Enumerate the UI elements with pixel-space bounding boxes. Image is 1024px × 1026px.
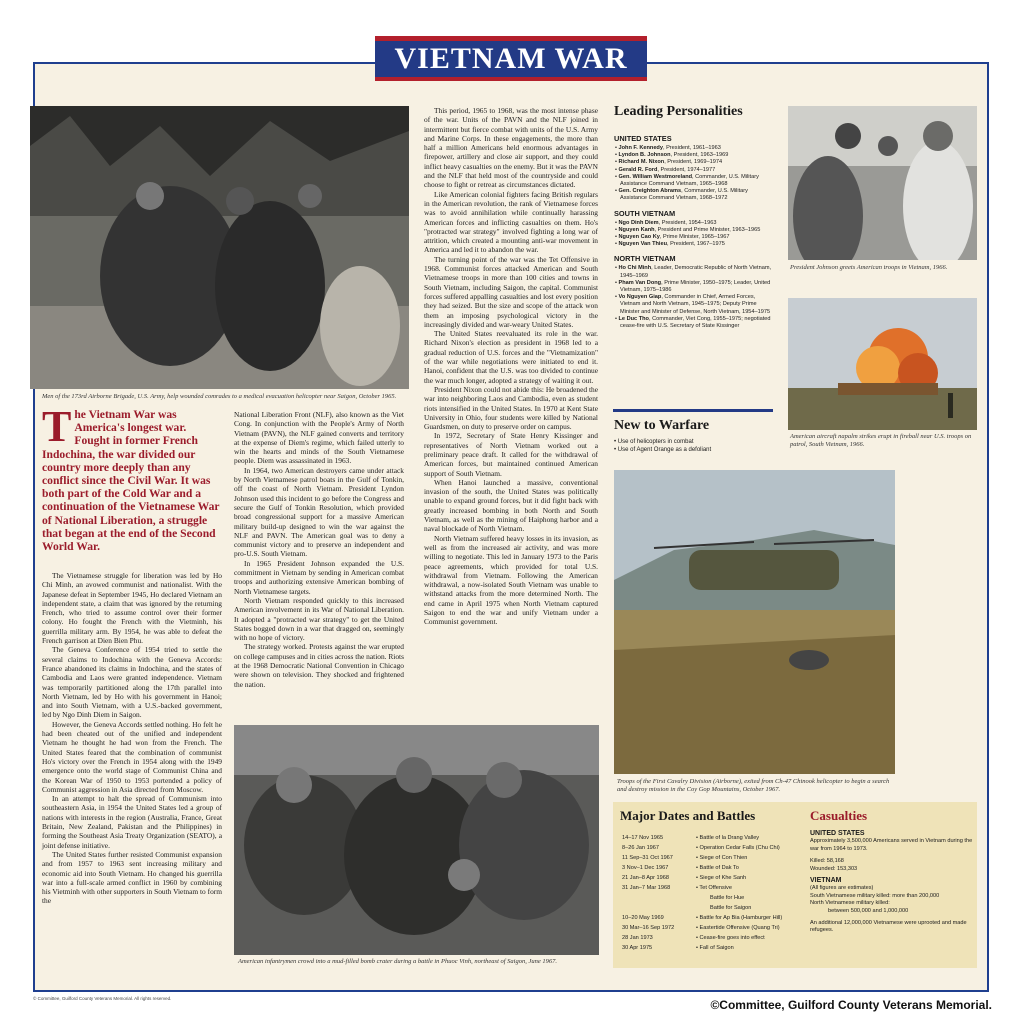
paragraph: In 1964, two American destroyers came under attack by North Vietnamese patrol boats in the Gulf of Tonkin, off the coast of North Vietnam. President Lyndon Johnson used this incident to go before the Congress and secure the Gulf of Tonkin Resolution, which provided broad congressional support for a massive American military build-up designed to win the war against the NLF and PAVN. The American goal was to deny a communist victory and to preserve an independent and pro-U.S. South Vietnam. (234, 465, 404, 559)
paragraph: When Hanoi launched a massive, conventional invasion of the south, the United States was politically unable to expand ground forces, but it did fight back with greatly increased bombing in both North and South Vietnam, as well as the mining of Haiphong harbor and a naval blockade of North Vietnam. (424, 477, 598, 534)
paragraph: The Geneva Conference of 1954 tried to settle the several claims to Indochina with the Geneva Accords: France abandoned its claims in Indochina, and the states of Cambodia and Laos were granted independence. Vietnam was temporarily partitioned along the 17th parallel into North Vietnam, led by Ho with his government in Hanoi; and into South Vietnam, with a U.S.-backed government, led by Ngo Dinh Diem in Saigon. (42, 645, 222, 720)
page-title: VIETNAM WAR (375, 41, 647, 77)
lead-text: he Vietnam War was America's longest war. Fought in former French Indochina, the war divided our country more deeply than any conflict since the Civil War. It was both part of the Cold War and a continuation of the Vietnamese War of National Liberation, a struggle that began at the end of the Second World War. (42, 408, 220, 554)
person-entry: • Vo Nguyen Giap, Commander in Chief, Armed Forces, Vietnam and North Vietnam, 1945–1975; Deputy Prime Minister and Minister of Defense, North Vietnam, 1954–1975 (615, 294, 771, 315)
article-column-2 (234, 410, 404, 689)
paragraph: President Nixon could not abide this: He broadened the war into neighboring Laos and Cambodia, even as student riots intensified in the United States. In 1970 at Kent State University in Ohio, four students were killed by National Guardsmen, on duty to preserve order on campus. (424, 384, 598, 432)
paragraph: The Vietnamese struggle for liberation was led by Ho Chi Minh, an avowed communist and nationalist. With the Japanese defeat in September 1945, Ho declared Vietnam an independent state, a claim that was ignored by the returning French, who tried to assume control over their former colony. Ho fought the French with the Vietminh, his guerrilla military arm. By 1954, he was able to defeat the French garrison at Dien Bien Phu. (42, 571, 222, 646)
dates-table (620, 832, 784, 954)
table-row: 28 Jan 1973 • Cease-fire goes into effect (622, 935, 765, 941)
caption-airborne: Men of the 173rd Airborne Brigade, U.S. Army, help wounded comrades to a medical evacuation helicopter near Saigon, October 1965. (42, 393, 397, 400)
paragraph: This period, 1965 to 1968, was the most intense phase of the war. Units of the PAVN and the NLF joined in intermittent but fierce combat with units of the U.S. Army and Marine Corps. In these engagements, the more than half a million Americans held enormous advantages in firepower, artillery and close air support, and they could inflict heavy casualties on the enemy. But it was the PAVN and the NLF that held most of the countryside and could choose to fight or retreat as circumstances dictated. (424, 106, 598, 190)
photo-airborne (30, 106, 409, 389)
personalities-panel (614, 104, 774, 330)
casualties-body (810, 826, 975, 935)
paragraph: North Vietnam suffered heavy losses in its invasion, as well as from the increased air activity, and was more willing to negotiate. This led in January 1973 to the Paris peace agreements, which provided for total U.S. withdrawal from Vietnam. Following the American withdrawal, a now-isolated South Vietnam was unable to withstand attacks from the more determined North. The end came in April 1975 when North Vietnam captured Saigon to end the war and unify Vietnam under a Communist government. (424, 533, 598, 627)
casualties-text: An additional 12,000,000 Vietnamese were uprooted and made refugees. (810, 920, 967, 934)
article-column-1 (42, 571, 222, 906)
person-entry: • Ngo Dinh Diem, President, 1954–1963 (615, 219, 717, 226)
personalities-title: Leading Personalities (614, 104, 743, 119)
paragraph: The strategy worked. Protests against the war erupted on college campuses and in cities across the nation. Riots at the 1968 Democratic National Convention in Chicago were shown on television. They shocked and frightened the nation. (234, 642, 404, 689)
paragraph: However, the Geneva Accords settled nothing. Ho felt he had been cheated out of the unified and independent Vietnam he thought he had won from the French. The United States feared that the combination of communist Ho's victory over the French in 1954 along with the 1949 emergence onto the world stage of Communist China and the Korean War of 1950 to 1953 portended a policy of Communist aggression in Asia directed from Moscow. (42, 719, 222, 794)
list-item: • Use of helicopters in combat (614, 439, 694, 445)
casualties-text: Approximately 3,500,000 Americans served in Vietnam during the war from 1964 to 1973. (810, 838, 973, 852)
casualties-text: South Vietnamese military killed: more than 200,000 (810, 892, 940, 899)
casualties-text: North Vietnamese military killed: (810, 900, 890, 907)
group-title: UNITED STATES (614, 134, 672, 143)
warfare-rule (613, 409, 773, 412)
casualties-text: (All figures are estimates) (810, 885, 874, 892)
group-title: SOUTH VIETNAM (614, 208, 676, 218)
table-row: 30 Mar–16 Sep 1972 • Eastertide Offensive (Quang Tri) (622, 925, 780, 931)
dates-title: Major Dates and Battles (620, 808, 756, 823)
photo-napalm (788, 298, 977, 430)
warfare-title: New to Warfare (614, 418, 710, 433)
photo-infantry (234, 725, 599, 955)
person-entry: • Nguyen Kanh, President and Prime Minister, 1963–1965 (615, 226, 761, 233)
table-row: 10–20 May 1969 • Battle for Ap Bia (Hamburger Hill) (622, 915, 783, 921)
paragraph: In an attempt to halt the spread of Communism into southeastern Asia, in 1954 the United States led a group of nations with interests in the region (Australia, France, Great Britain, New Zealand, Pakistan and the Philippines) in forming the Southeast Asia Treaty Organization (SEATO), a joint defense initiative. (42, 794, 222, 850)
photo-johnson (788, 106, 977, 260)
table-row: 3 Nov–1 Dec 1967 • Battle of Dak To (622, 865, 739, 871)
casualties-text: Killed: 58,168 (810, 858, 844, 865)
table-row: Battle for Hue (710, 895, 745, 901)
person-entry: • Ho Chi Minh, Leader, Democratic Republic of North Vietnam, 1945–1969 (615, 265, 772, 279)
warfare-panel (614, 418, 774, 454)
paragraph: The United States further resisted Communist expansion and from 1957 to 1963 sent increasing military and economic aid into South Vietnam. Ho changed his guerrilla war into a full-scale armed conflict in 1960 by combining his Vietminh with other supporters in South Vietnam to form the (42, 849, 222, 906)
table-row: 8–26 Jan 1967 • Operation Cedar Falls (Chu Chi) (622, 845, 780, 851)
person-entry: • Le Duc Tho, Commander, Viet Cong, 1955–1975; negotiated cease-fire with U.S. Secretary of State Kissinger (615, 315, 771, 330)
casualties-text: Wounded: 153,303 (810, 865, 858, 872)
caption-napalm: American aircraft napalm strikes erupt in fireball near U.S. troops on patrol, South Vietnam, 1966. (790, 433, 972, 448)
table-row: 31 Jan–7 Mar 1968 • Tet Offensive (622, 885, 732, 891)
paragraph: North Vietnam responded quickly to this increased American involvement in its War of National Liberation. It adopted a "protracted war strategy" to get the United States bogged down in a war that dragged on, seemingly with no hope of victory. (234, 595, 404, 643)
caption-johnson: President Johnson greets American troops in Vietnam, 1966. (790, 264, 948, 271)
person-entry: • Lyndon B. Johnson, President, 1963–1969 (615, 152, 729, 159)
caption-infantry: American infantrymen crowd into a mud-filled bomb crater during a battle in Phuoc Vinh, northeast of Saigon, June 1967. (238, 958, 558, 965)
article-column-3 (424, 106, 598, 627)
title-banner (375, 36, 647, 82)
person-entry: • Gen. William Westmoreland, Commander, U.S. Military Assistance Command Vietnam, 1965–1968 (615, 173, 759, 188)
paragraph: National Liberation Front (NLF), also known as the Viet Cong. In conjunction with the People's Army of North Vietnam (PAVN), the NLF gained converts and territory at the expense of Diem's regime, which failed utterly to win the hearts and minds of the South Vietnamese people. Diem was assassinated in 1963. (234, 410, 404, 466)
table-row: 21 Jan–8 Apr 1968 • Siege of Khe Sanh (622, 875, 747, 881)
caption-chinook: Troops of the First Cavalry Division (Airborne), exited from Ch-47 Chinook helicopter to begin a search and destroy mission in the Coy Gop Mountains, October 1967. (617, 778, 890, 793)
table-row: 14–17 Nov 1965 • Battle of la Drang Valley (622, 835, 760, 841)
lead-paragraph (42, 402, 222, 554)
person-entry: • Nguyen Cao Ky, Prime Minister, 1965–1967 (615, 234, 730, 241)
table-row: 30 Apr 1975 • Fall of Saigon (622, 945, 734, 951)
table-row: Battle for Saigon (710, 905, 752, 911)
paragraph: In 1972, Secretary of State Henry Kissinger and representatives of North Vietnam worked out a preliminary peace draft. It called for the withdrawal of American forces, but maintained continued American support of South Vietnam. (424, 431, 598, 478)
casualties-vn-heading: VIETNAM (810, 877, 842, 885)
person-entry: • Nguyen Van Thieu, President, 1967–1975 (615, 241, 725, 248)
casualties-us-heading: UNITED STATES (810, 830, 865, 837)
person-entry: • Richard M. Nixon, President, 1969–1974 (615, 159, 723, 166)
paragraph: The turning point of the war was the Tet Offensive in 1968. Communist forces attacked American and South Vietnamese troops in more than 100 cities and towns in South Vietnam, including Saigon, the capital. Communist forces suffered appalling casualties and lost every position they had seized. But the size and scope of the attack won them an imposing psychological victory in the increasingly divided and war-weary United States. (424, 254, 598, 329)
photo-chinook (614, 470, 895, 774)
paragraph: The United States reevaluated its role in the war. Richard Nixon's election as president in 1968 led to a gradual reduction of U.S. forces and the "Vietnamization" of the war while negotiations were initiated to end it. Hanoi, confident that the U.S. was too divided to continue the war much longer, adopted a strategy of waiting it out. (424, 329, 598, 385)
person-entry: • Pham Van Dong, Prime Minister, 1950–1975; Leader, United Vietnam, 1975–1986 (615, 279, 771, 294)
small-copyright: © Committee, Guilford County Veterans Memorial. All rights reserved. (33, 996, 172, 1001)
person-entry: • Gen. Creighton Abrams, Commander, U.S. Military Assistance Command Vietnam, 1968–1972 (615, 188, 748, 202)
casualties-title: Casualties (810, 808, 868, 823)
copyright: ©Committee, Guilford County Veterans Memorial. (710, 998, 992, 1012)
dropcap: T (42, 402, 72, 451)
table-row: 11 Sep–31 Oct 1967 • Siege of Con Thien (622, 855, 748, 861)
person-entry: • John F. Kennedy, President, 1961–1963 (615, 145, 721, 151)
paragraph: In 1965 President Johnson expanded the U.S. commitment in Vietnam by sending in American combat troops and authorizing extensive American bombing of North Vietnamese targets. (234, 558, 404, 596)
group-title: NORTH VIETNAM (614, 254, 676, 264)
person-entry: • Gerald R. Ford, President, 1974–1977 (615, 166, 716, 173)
list-item: • Use of Agent Orange as a defoliant (614, 447, 712, 453)
casualties-text: between 500,000 and 1,000,000 (828, 907, 909, 914)
paragraph: Like American colonial fighters facing British regulars in the American revolution, the rank of Vietnamese forces was to avoid annihilation while continually harassing American forces and inflicting casualties on them. Ho's "protracted war strategy" involved fighting a long war of attrition, which created a mounting anti-war movement in America and led it to abandon the war. (424, 189, 598, 255)
